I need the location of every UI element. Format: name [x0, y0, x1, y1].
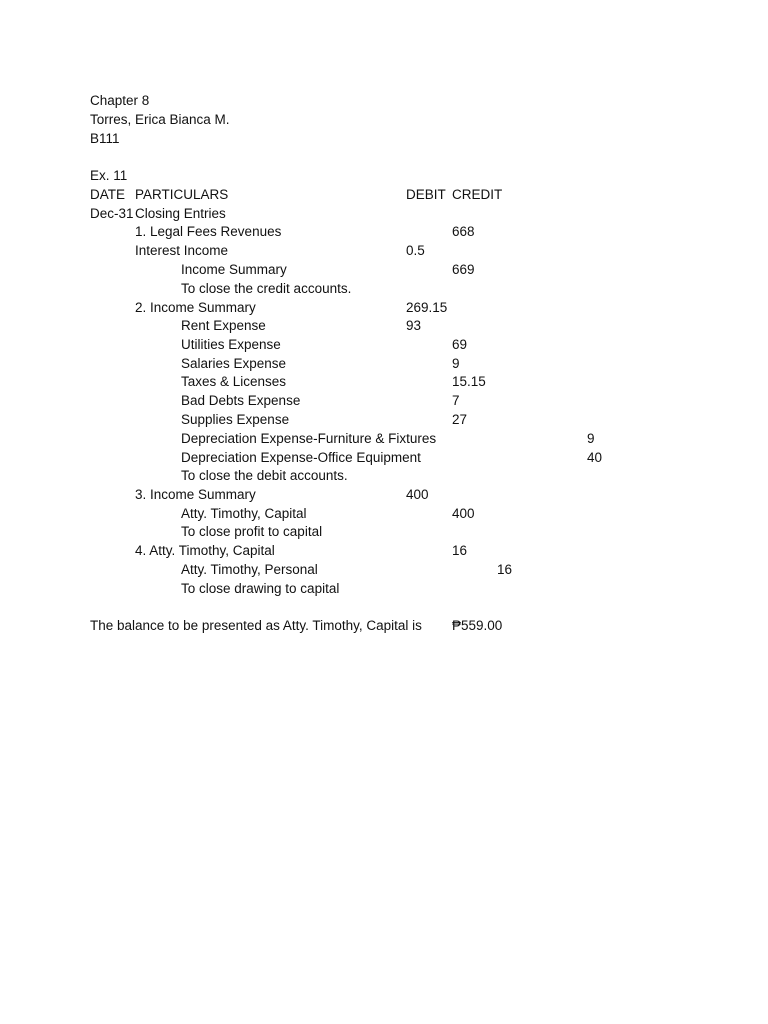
amount-depreciation-office-equipment: 40	[587, 450, 603, 465]
particular-capital-credit: Atty. Timothy, Capital	[181, 506, 307, 521]
amount-salaries-expense: 9	[452, 356, 460, 371]
explanation-drawing-to-capital: To close drawing to capital	[181, 581, 340, 596]
particular-supplies-expense: Supplies Expense	[181, 412, 290, 427]
explanation-credit-accounts: To close the credit accounts.	[181, 281, 352, 296]
chapter-heading: Chapter 8	[90, 93, 150, 108]
amount-taxes-licenses: 15.15	[452, 374, 486, 389]
column-header-date: DATE	[90, 187, 126, 202]
amount-interest-income: 0.5	[406, 243, 425, 258]
column-header-credit: CREDIT	[452, 187, 503, 202]
explanation-debit-accounts: To close the debit accounts.	[181, 468, 348, 483]
entry-date: Dec-31	[90, 206, 134, 221]
amount-income-summary-debit: 269.15	[406, 300, 448, 315]
particular-bad-debts-expense: Bad Debts Expense	[181, 393, 301, 408]
particular-income-summary-profit: 3. Income Summary	[135, 487, 256, 502]
closing-entries-title: Closing Entries	[135, 206, 226, 221]
particular-rent-expense: Rent Expense	[181, 318, 266, 333]
amount-capital-debit: 16	[452, 543, 468, 558]
particular-depreciation-furniture: Depreciation Expense-Furniture & Fixtures	[181, 431, 437, 446]
amount-capital-credit: 400	[452, 506, 475, 521]
amount-personal: 16	[497, 562, 513, 577]
capital-balance-label: The balance to be presented as Atty. Timothy, Capital is	[90, 618, 422, 633]
particular-depreciation-office-equipment: Depreciation Expense-Office Equipment	[181, 450, 421, 465]
particular-legal-fees-revenues: 1. Legal Fees Revenues	[135, 224, 282, 239]
exercise-label: Ex. 11	[90, 168, 128, 183]
particular-income-summary-debit: 2. Income Summary	[135, 300, 256, 315]
amount-supplies-expense: 27	[452, 412, 468, 427]
explanation-profit-to-capital: To close profit to capital	[181, 524, 323, 539]
column-header-particulars: PARTICULARS	[135, 187, 229, 202]
amount-bad-debts-expense: 7	[452, 393, 460, 408]
amount-depreciation-furniture: 9	[587, 431, 595, 446]
amount-income-summary-profit: 400	[406, 487, 429, 502]
particular-utilities-expense: Utilities Expense	[181, 337, 281, 352]
particular-interest-income: Interest Income	[135, 243, 229, 258]
student-name: Torres, Erica Bianca M.	[90, 112, 230, 127]
particular-salaries-expense: Salaries Expense	[181, 356, 287, 371]
particular-capital-debit: 4. Atty. Timothy, Capital	[135, 543, 275, 558]
particular-personal: Atty. Timothy, Personal	[181, 562, 318, 577]
amount-income-summary-credit: 669	[452, 262, 475, 277]
section-code: B111	[90, 131, 120, 146]
capital-balance-value: ₱559.00	[452, 618, 503, 633]
amount-legal-fees-revenues: 668	[452, 224, 475, 239]
column-header-debit: DEBIT	[406, 187, 446, 202]
particular-income-summary-credit: Income Summary	[181, 262, 287, 277]
particular-taxes-licenses: Taxes & Licenses	[181, 374, 287, 389]
amount-rent-expense: 93	[406, 318, 422, 333]
amount-utilities-expense: 69	[452, 337, 468, 352]
